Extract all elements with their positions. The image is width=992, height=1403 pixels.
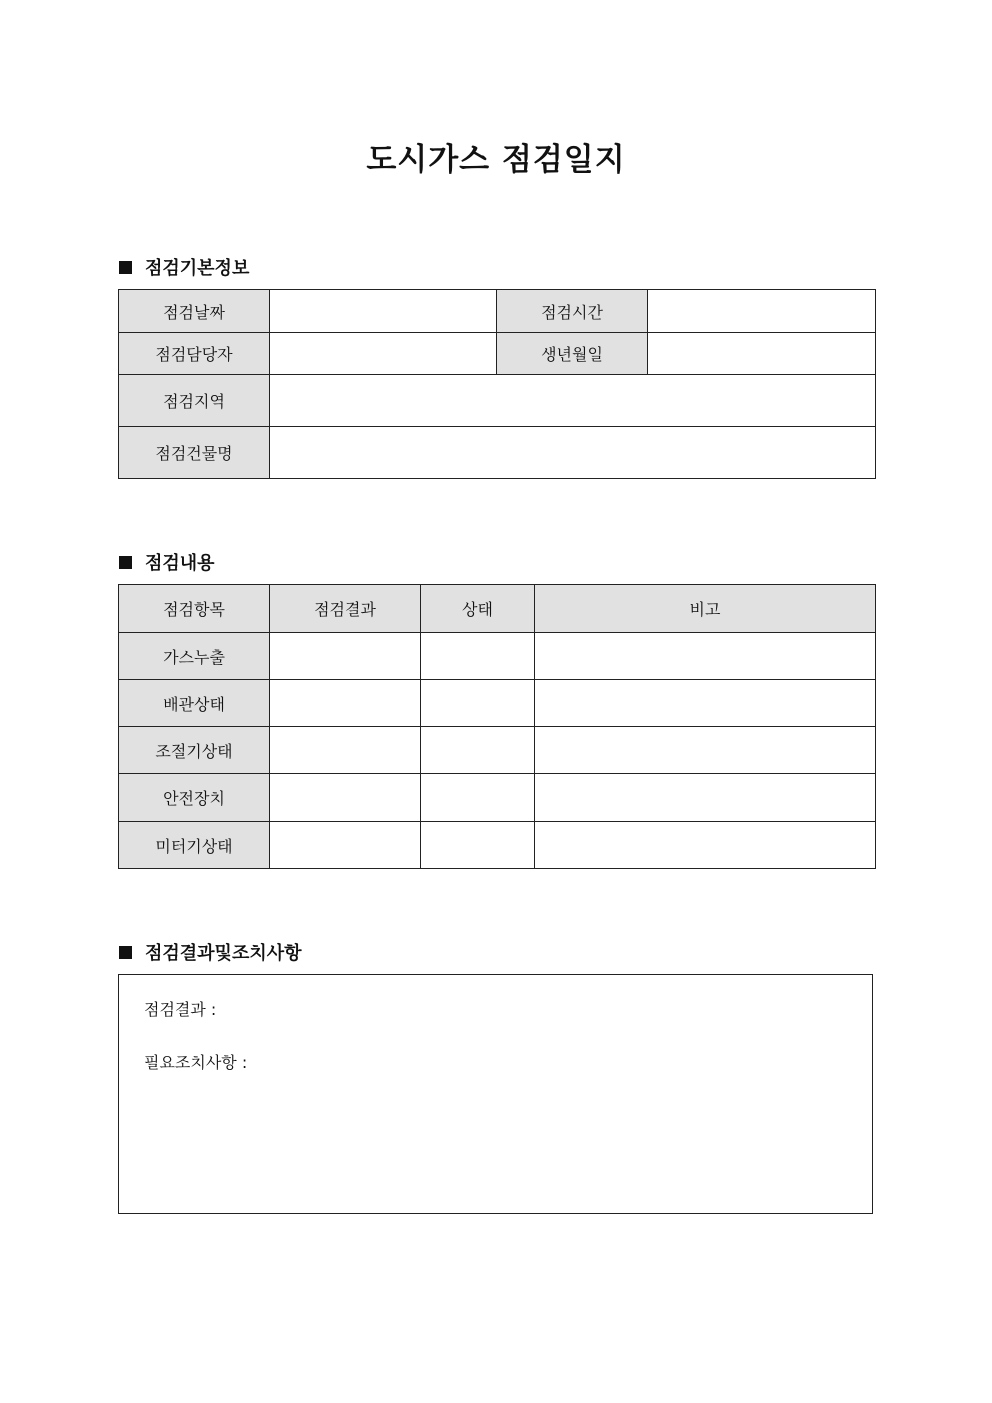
building-label: 점검건물명 [119,427,270,479]
row-result-field[interactable] [270,633,421,680]
table-row [119,290,876,333]
row-item-label: 조절기상태 [119,727,270,774]
date-label: 점검날짜 [119,290,270,333]
birth-date-label: 생년월일 [497,333,648,375]
column-header-result: 점검결과 [270,585,421,633]
column-header-status: 상태 [421,585,535,633]
table-row [119,822,876,869]
page-title: 도시가스 점검일지 [366,142,626,178]
result-label: 점검결과 : [144,1000,217,1019]
section-heading-basic-info [119,254,249,280]
table-row [119,727,876,774]
row-note-field[interactable] [535,822,876,869]
row-result-field[interactable] [270,680,421,727]
column-header-note: 비고 [535,585,876,633]
row-note-field[interactable] [535,727,876,774]
birth-date-field[interactable] [648,333,876,375]
row-item-label: 안전장치 [119,774,270,822]
table-row [119,375,876,427]
section-heading-label: 점검내용 [145,553,215,574]
row-note-field[interactable] [535,633,876,680]
table-header-row [119,585,876,633]
row-item-label: 미터기상태 [119,822,270,869]
row-result-field[interactable] [270,774,421,822]
row-status-field[interactable] [421,633,535,680]
inspector-label: 점검담당자 [119,333,270,375]
basic-info-table [118,289,876,479]
row-status-field[interactable] [421,727,535,774]
square-bullet-icon [119,946,132,959]
date-field[interactable] [270,290,497,333]
action-required-label: 필요조치사항 : [144,1053,248,1072]
row-result-field[interactable] [270,727,421,774]
row-status-field[interactable] [421,774,535,822]
row-status-field[interactable] [421,822,535,869]
column-header-item: 점검항목 [119,585,270,633]
square-bullet-icon [119,556,132,569]
row-result-field[interactable] [270,822,421,869]
table-row [119,774,876,822]
building-field[interactable] [270,427,876,479]
row-note-field[interactable] [535,680,876,727]
row-status-field[interactable] [421,680,535,727]
section-heading-label: 점검기본정보 [145,258,250,279]
section-heading-label: 점검결과및조치사항 [145,943,302,964]
row-note-field[interactable] [535,774,876,822]
result-notes-box[interactable] [118,974,873,1214]
table-row [119,680,876,727]
square-bullet-icon [119,261,132,274]
row-item-label: 배관상태 [119,680,270,727]
section-heading-result [119,939,302,965]
table-row [119,633,876,680]
area-label: 점검지역 [119,375,270,427]
inspection-content-table [118,584,876,869]
time-field[interactable] [648,290,876,333]
table-row [119,427,876,479]
table-row [119,333,876,375]
inspector-field[interactable] [270,333,497,375]
area-field[interactable] [270,375,876,427]
row-item-label: 가스누출 [119,633,270,680]
time-label: 점검시간 [497,290,648,333]
section-heading-content [119,549,215,575]
